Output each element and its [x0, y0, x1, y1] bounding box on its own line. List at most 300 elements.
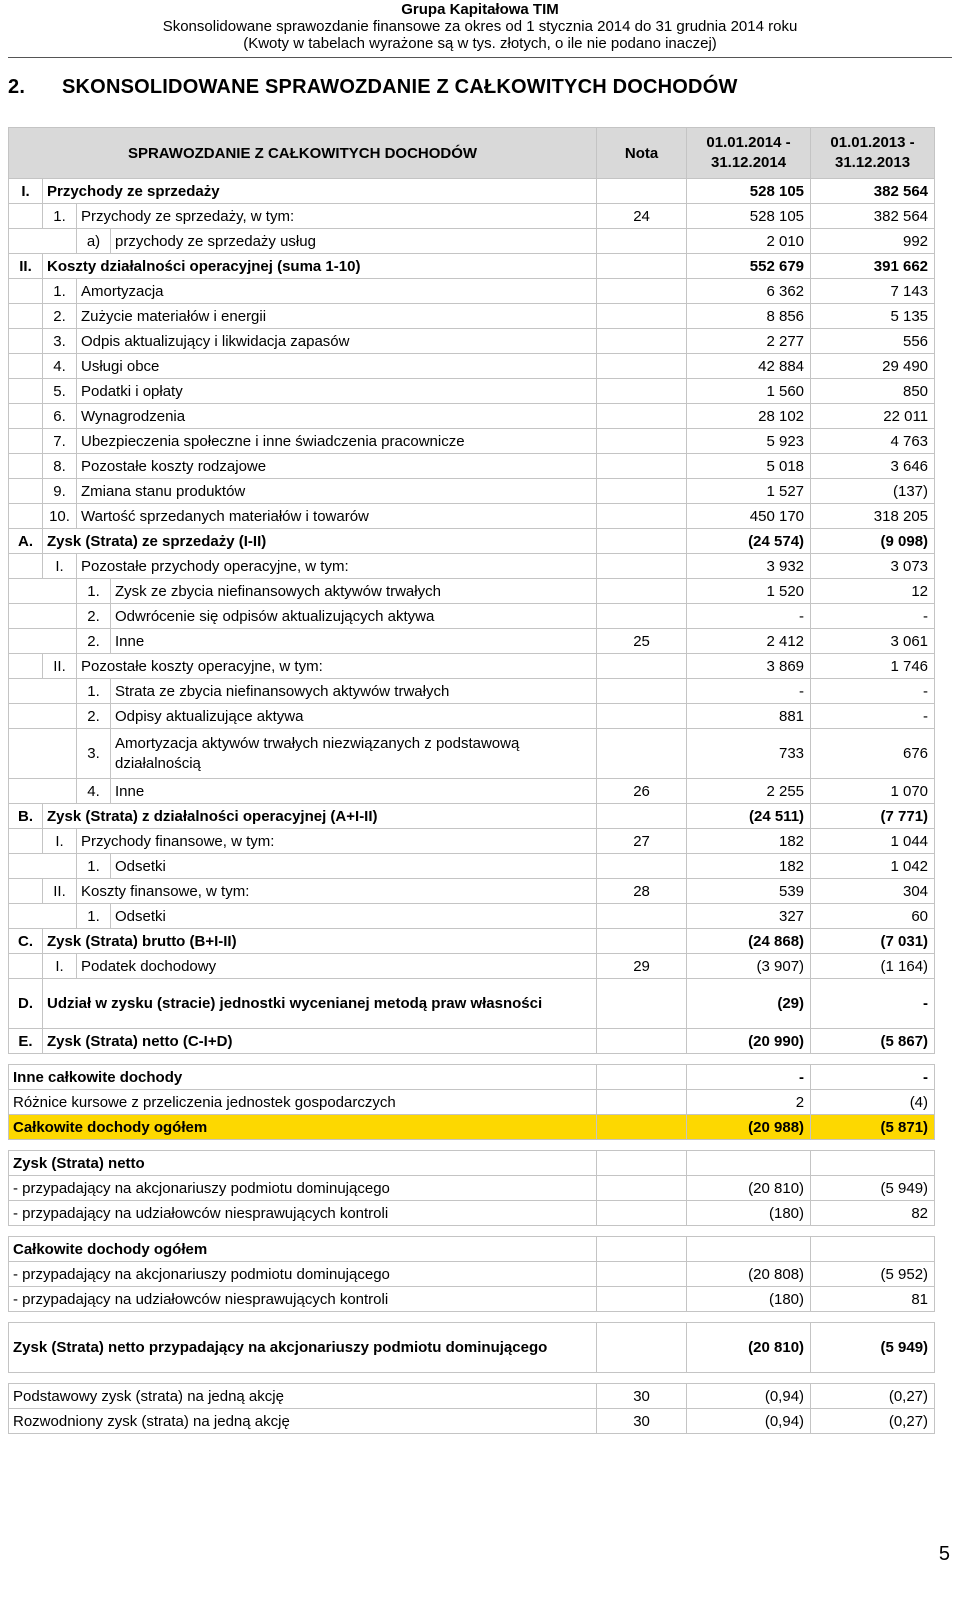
summary-2014: (20 810): [687, 1323, 811, 1373]
summary-note: 30: [597, 1409, 687, 1434]
summary-2013: (5 952): [811, 1262, 935, 1287]
row-number: 1.: [43, 204, 77, 229]
row-label: Podatki i opłaty: [77, 379, 597, 404]
row-label: Pozostałe koszty rodzajowe: [77, 454, 597, 479]
period-2013-header: 01.01.2013 - 31.12.2013: [811, 128, 935, 179]
summary-2013: [811, 1237, 935, 1262]
summary-note: [597, 1262, 687, 1287]
section-title: [8, 76, 738, 99]
period-2014-header: 01.01.2014 - 31.12.2014: [687, 128, 811, 179]
row-label: Zysk (Strata) ze sprzedaży (I-II): [43, 529, 597, 554]
summary-note: [597, 1065, 687, 1090]
header-divider: [8, 57, 952, 58]
summary-2013: 82: [811, 1201, 935, 1226]
table-row: [9, 779, 935, 804]
indent-cell: [9, 554, 43, 579]
value-2014: 1 527: [687, 479, 811, 504]
value-2014: 528 105: [687, 204, 811, 229]
row-note: [597, 704, 687, 729]
row-label: Inne: [111, 779, 597, 804]
row-number: II.: [43, 879, 77, 904]
row-note: [597, 279, 687, 304]
row-note: 25: [597, 629, 687, 654]
row-label: Koszty działalności operacyjnej (suma 1-10): [43, 254, 597, 279]
summary-row: [9, 1262, 935, 1287]
value-2014: 182: [687, 854, 811, 879]
value-2013: -: [811, 979, 935, 1029]
value-2013: (137): [811, 479, 935, 504]
value-2013: 304: [811, 879, 935, 904]
row-number: 4.: [43, 354, 77, 379]
value-2014: 3 932: [687, 554, 811, 579]
value-2013: 1 070: [811, 779, 935, 804]
indent-cell: [9, 329, 43, 354]
value-2014: 1 520: [687, 579, 811, 604]
row-label: Odsetki: [111, 904, 597, 929]
row-number: 5.: [43, 379, 77, 404]
indent-cell: [9, 954, 43, 979]
summary-note: [597, 1176, 687, 1201]
value-2014: 539: [687, 879, 811, 904]
summary-row: [9, 1090, 935, 1115]
row-note: [597, 254, 687, 279]
value-2014: (29): [687, 979, 811, 1029]
row-number: 1.: [77, 854, 111, 879]
summary-2013: (5 871): [811, 1115, 935, 1140]
table-row: [9, 829, 935, 854]
row-note: 29: [597, 954, 687, 979]
summary-2014: (0,94): [687, 1384, 811, 1409]
table-row: [9, 204, 935, 229]
row-note: [597, 229, 687, 254]
row-note: [597, 854, 687, 879]
row-note: 28: [597, 879, 687, 904]
row-note: [597, 179, 687, 204]
value-2014: 182: [687, 829, 811, 854]
indent-cell: [9, 579, 77, 604]
summary-note: [597, 1090, 687, 1115]
summary-row: [9, 1409, 935, 1434]
row-number: 8.: [43, 454, 77, 479]
value-2013: 1 746: [811, 654, 935, 679]
value-2013: 3 061: [811, 629, 935, 654]
value-2014: (20 990): [687, 1029, 811, 1054]
summary-label: - przypadający na akcjonariuszy podmiotu dominującego: [9, 1262, 597, 1287]
table-row: [9, 479, 935, 504]
row-label: Usługi obce: [77, 354, 597, 379]
row-number: 9.: [43, 479, 77, 504]
indent-cell: [9, 779, 77, 804]
value-2013: (7 771): [811, 804, 935, 829]
value-2014: 3 869: [687, 654, 811, 679]
table-row: [9, 554, 935, 579]
summary-2013: (4): [811, 1090, 935, 1115]
table-row: [9, 929, 935, 954]
value-2013: 382 564: [811, 179, 935, 204]
indent-cell: [9, 704, 77, 729]
row-number: 1.: [77, 579, 111, 604]
row-number: 4.: [77, 779, 111, 804]
value-2014: 1 560: [687, 379, 811, 404]
value-2014: 8 856: [687, 304, 811, 329]
row-note: [597, 1029, 687, 1054]
indent-cell: [9, 379, 43, 404]
row-number: a): [77, 229, 111, 254]
row-note: [597, 554, 687, 579]
table-row: [9, 454, 935, 479]
table-row: [9, 579, 935, 604]
value-2013: 22 011: [811, 404, 935, 429]
table-title: SPRAWOZDANIE Z CAŁKOWITYCH DOCHODÓW: [9, 128, 597, 179]
summary-2014: 2: [687, 1090, 811, 1115]
indent-cell: [9, 679, 77, 704]
row-label: Odsetki: [111, 854, 597, 879]
row-note: [597, 379, 687, 404]
value-2013: 12: [811, 579, 935, 604]
table-row: [9, 954, 935, 979]
spacer-cell: [9, 1312, 935, 1323]
summary-label: Całkowite dochody ogółem: [9, 1115, 597, 1140]
row-note: [597, 479, 687, 504]
table-row: [9, 429, 935, 454]
value-2013: -: [811, 604, 935, 629]
summary-label: Zysk (Strata) netto przypadający na akcjonariuszy podmiotu dominującego: [9, 1323, 597, 1373]
spacer-cell: [9, 1054, 935, 1065]
spacer-row: [9, 1226, 935, 1237]
table-row: [9, 379, 935, 404]
row-label: Przychody ze sprzedaży, w tym:: [77, 204, 597, 229]
row-number: 2.: [77, 629, 111, 654]
value-2013: 1 042: [811, 854, 935, 879]
table-row: [9, 354, 935, 379]
row-number: 3.: [43, 329, 77, 354]
row-label: Podatek dochodowy: [77, 954, 597, 979]
row-number: 2.: [77, 704, 111, 729]
value-2014: 327: [687, 904, 811, 929]
table-row: [9, 329, 935, 354]
table-row: [9, 179, 935, 204]
indent-cell: [9, 304, 43, 329]
value-2014: 2 412: [687, 629, 811, 654]
summary-2014: -: [687, 1065, 811, 1090]
summary-label: - przypadający na udziałowców niesprawujących kontroli: [9, 1287, 597, 1312]
spacer-cell: [9, 1373, 935, 1384]
summary-2014: [687, 1237, 811, 1262]
value-2013: 3 073: [811, 554, 935, 579]
row-note: [597, 454, 687, 479]
summary-row: [9, 1237, 935, 1262]
row-note: [597, 654, 687, 679]
row-note: [597, 904, 687, 929]
summary-2013: (0,27): [811, 1409, 935, 1434]
row-number: 6.: [43, 404, 77, 429]
row-label: Zysk (Strata) netto (C-I+D): [43, 1029, 597, 1054]
summary-note: [597, 1201, 687, 1226]
row-number: A.: [9, 529, 43, 554]
value-2013: 5 135: [811, 304, 935, 329]
summary-row: [9, 1115, 935, 1140]
summary-2013: (5 949): [811, 1176, 935, 1201]
note-header: Nota: [597, 128, 687, 179]
indent-cell: [9, 654, 43, 679]
indent-cell: [9, 354, 43, 379]
row-label: Amortyzacja: [77, 279, 597, 304]
row-note: [597, 604, 687, 629]
row-number: 3.: [77, 729, 111, 779]
value-2014: 450 170: [687, 504, 811, 529]
summary-2014: (20 808): [687, 1262, 811, 1287]
page-header: [0, 0, 960, 52]
value-2013: 3 646: [811, 454, 935, 479]
value-2013: (1 164): [811, 954, 935, 979]
indent-cell: [9, 204, 43, 229]
row-number: C.: [9, 929, 43, 954]
row-number: 2.: [43, 304, 77, 329]
summary-note: [597, 1323, 687, 1373]
table-row: [9, 704, 935, 729]
summary-label: Podstawowy zysk (strata) na jedną akcję: [9, 1384, 597, 1409]
row-number: D.: [9, 979, 43, 1029]
spacer-row: [9, 1054, 935, 1065]
table-row: [9, 1029, 935, 1054]
table-row: [9, 879, 935, 904]
row-label: Zmiana stanu produktów: [77, 479, 597, 504]
indent-cell: [9, 229, 77, 254]
row-label: Zysk (Strata) brutto (B+I-II): [43, 929, 597, 954]
row-number: 10.: [43, 504, 77, 529]
summary-row: [9, 1323, 935, 1373]
indent-cell: [9, 629, 77, 654]
summary-2014: (180): [687, 1201, 811, 1226]
value-2013: 29 490: [811, 354, 935, 379]
summary-note: [597, 1115, 687, 1140]
summary-label: - przypadający na akcjonariuszy podmiotu dominującego: [9, 1176, 597, 1201]
summary-row: [9, 1287, 935, 1312]
summary-2014: (180): [687, 1287, 811, 1312]
summary-row: [9, 1065, 935, 1090]
row-label: Pozostałe koszty operacyjne, w tym:: [77, 654, 597, 679]
spacer-cell: [9, 1140, 935, 1151]
table-row: [9, 904, 935, 929]
value-2013: 318 205: [811, 504, 935, 529]
row-note: 26: [597, 779, 687, 804]
row-label: Zużycie materiałów i energii: [77, 304, 597, 329]
value-2014: (3 907): [687, 954, 811, 979]
summary-note: [597, 1151, 687, 1176]
value-2014: 42 884: [687, 354, 811, 379]
value-2014: (24 574): [687, 529, 811, 554]
summary-row: [9, 1176, 935, 1201]
indent-cell: [9, 604, 77, 629]
summary-2014: (20 810): [687, 1176, 811, 1201]
row-number: I.: [9, 179, 43, 204]
row-number: 1.: [43, 279, 77, 304]
units-note: (Kwoty w tabelach wyrażone są w tys. złotych, o ile nie podano inaczej): [243, 35, 717, 52]
value-2013: (9 098): [811, 529, 935, 554]
value-2014: 5 923: [687, 429, 811, 454]
summary-row: [9, 1384, 935, 1409]
page-number: 5: [938, 1543, 950, 1565]
row-note: [597, 929, 687, 954]
table-row: [9, 404, 935, 429]
row-number: I.: [43, 554, 77, 579]
row-label: Inne: [111, 629, 597, 654]
row-note: [597, 329, 687, 354]
table-row: [9, 304, 935, 329]
value-2014: (24 511): [687, 804, 811, 829]
indent-cell: [9, 729, 77, 779]
table-row: [9, 679, 935, 704]
summary-2013: -: [811, 1065, 935, 1090]
summary-2013: 81: [811, 1287, 935, 1312]
indent-cell: [9, 504, 43, 529]
value-2014: -: [687, 604, 811, 629]
spacer-row: [9, 1312, 935, 1323]
row-label: Udział w zysku (stracie) jednostki wycenianej metodą praw własności: [43, 979, 597, 1029]
row-number: 1.: [77, 904, 111, 929]
value-2013: 850: [811, 379, 935, 404]
row-label: Zysk ze zbycia niefinansowych aktywów trwałych: [111, 579, 597, 604]
table-row: [9, 729, 935, 779]
summary-2014: (20 988): [687, 1115, 811, 1140]
row-note: [597, 354, 687, 379]
table-row: [9, 254, 935, 279]
indent-cell: [9, 454, 43, 479]
row-note: [597, 404, 687, 429]
summary-note: [597, 1237, 687, 1262]
row-label: Strata ze zbycia niefinansowych aktywów trwałych: [111, 679, 597, 704]
value-2013: 992: [811, 229, 935, 254]
row-note: [597, 429, 687, 454]
spacer-row: [9, 1373, 935, 1384]
summary-2014: [687, 1151, 811, 1176]
row-label: Koszty finansowe, w tym:: [77, 879, 597, 904]
summary-label: Inne całkowite dochody: [9, 1065, 597, 1090]
row-number: E.: [9, 1029, 43, 1054]
table-row: [9, 504, 935, 529]
company-name: Grupa Kapitałowa TIM: [401, 1, 559, 18]
summary-label: Całkowite dochody ogółem: [9, 1237, 597, 1262]
row-label: Przychody ze sprzedaży: [43, 179, 597, 204]
table-row: [9, 854, 935, 879]
table-header-row: [9, 128, 935, 179]
row-label: Zysk (Strata) z działalności operacyjnej (A+I-II): [43, 804, 597, 829]
value-2014: 552 679: [687, 254, 811, 279]
indent-cell: [9, 904, 77, 929]
row-label: Odwrócenie się odpisów aktualizujących aktywa: [111, 604, 597, 629]
value-2013: -: [811, 704, 935, 729]
summary-2013: [811, 1151, 935, 1176]
value-2013: 7 143: [811, 279, 935, 304]
value-2013: 4 763: [811, 429, 935, 454]
value-2014: 2 277: [687, 329, 811, 354]
row-label: Odpisy aktualizujące aktywa: [111, 704, 597, 729]
row-number: 7.: [43, 429, 77, 454]
summary-2013: (0,27): [811, 1384, 935, 1409]
indent-cell: [9, 404, 43, 429]
summary-row: [9, 1151, 935, 1176]
value-2014: 2 255: [687, 779, 811, 804]
row-number: I.: [43, 954, 77, 979]
section-number: 2.: [8, 76, 26, 98]
row-label: Pozostałe przychody operacyjne, w tym:: [77, 554, 597, 579]
summary-note: 30: [597, 1384, 687, 1409]
row-number: I.: [43, 829, 77, 854]
value-2013: 60: [811, 904, 935, 929]
row-label: Przychody finansowe, w tym:: [77, 829, 597, 854]
summary-2014: (0,94): [687, 1409, 811, 1434]
income-statement-table: [8, 127, 935, 1434]
summary-2013: (5 949): [811, 1323, 935, 1373]
section-heading: SKONSOLIDOWANE SPRAWOZDANIE Z CAŁKOWITYCH DOCHODÓW: [62, 76, 738, 98]
row-number: II.: [43, 654, 77, 679]
row-note: [597, 804, 687, 829]
row-note: [597, 529, 687, 554]
row-label: przychody ze sprzedaży usług: [111, 229, 597, 254]
table-row: [9, 529, 935, 554]
summary-label: Różnice kursowe z przeliczenia jednostek gospodarczych: [9, 1090, 597, 1115]
table-row: [9, 229, 935, 254]
value-2013: 1 044: [811, 829, 935, 854]
value-2014: 6 362: [687, 279, 811, 304]
indent-cell: [9, 879, 43, 904]
row-label: Ubezpieczenia społeczne i inne świadczenia pracownicze: [77, 429, 597, 454]
row-note: 27: [597, 829, 687, 854]
row-number: 2.: [77, 604, 111, 629]
table-row: [9, 654, 935, 679]
table-row: [9, 979, 935, 1029]
summary-label: Rozwodniony zysk (strata) na jedną akcję: [9, 1409, 597, 1434]
spacer-row: [9, 1140, 935, 1151]
value-2013: 556: [811, 329, 935, 354]
row-label: Wynagrodzenia: [77, 404, 597, 429]
value-2014: 28 102: [687, 404, 811, 429]
summary-note: [597, 1287, 687, 1312]
indent-cell: [9, 854, 77, 879]
summary-row: [9, 1201, 935, 1226]
row-label: Amortyzacja aktywów trwałych niezwiązanych z podstawową działalnością: [111, 729, 597, 779]
row-note: 24: [597, 204, 687, 229]
indent-cell: [9, 429, 43, 454]
row-note: [597, 679, 687, 704]
summary-label: - przypadający na udziałowców niesprawujących kontroli: [9, 1201, 597, 1226]
row-number: 1.: [77, 679, 111, 704]
table-row: [9, 629, 935, 654]
spacer-cell: [9, 1226, 935, 1237]
indent-cell: [9, 829, 43, 854]
row-label: Wartość sprzedanych materiałów i towarów: [77, 504, 597, 529]
row-number: II.: [9, 254, 43, 279]
report-subtitle: Skonsolidowane sprawozdanie finansowe za okres od 1 stycznia 2014 do 31 grudnia 2014 roku: [162, 18, 798, 35]
row-note: [597, 979, 687, 1029]
value-2013: 676: [811, 729, 935, 779]
value-2014: 5 018: [687, 454, 811, 479]
value-2013: -: [811, 679, 935, 704]
indent-cell: [9, 279, 43, 304]
table-row: [9, 604, 935, 629]
row-label: Odpis aktualizujący i likwidacja zapasów: [77, 329, 597, 354]
value-2014: -: [687, 679, 811, 704]
value-2013: (7 031): [811, 929, 935, 954]
value-2014: (24 868): [687, 929, 811, 954]
value-2014: 2 010: [687, 229, 811, 254]
summary-label: Zysk (Strata) netto: [9, 1151, 597, 1176]
indent-cell: [9, 479, 43, 504]
row-note: [597, 504, 687, 529]
value-2013: 391 662: [811, 254, 935, 279]
table-row: [9, 279, 935, 304]
table-row: [9, 804, 935, 829]
